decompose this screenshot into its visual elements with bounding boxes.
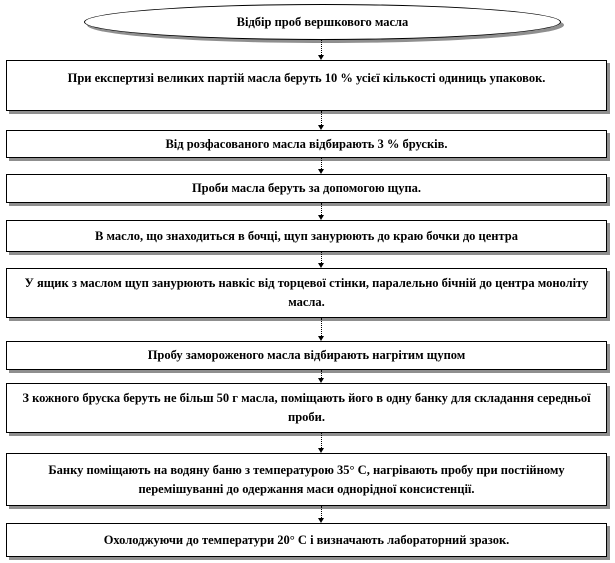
connector-6 xyxy=(321,370,322,378)
title-ellipse xyxy=(84,4,561,40)
step-2-text: Від розфасованого масла відбирають 3 % брусків. xyxy=(165,136,448,151)
connector-8 xyxy=(321,506,322,518)
step-2 xyxy=(6,130,607,158)
connector-5 xyxy=(321,318,322,336)
step-7 xyxy=(6,383,607,433)
connector-7 xyxy=(321,433,322,448)
step-1-text: При експертизі великих партій масла беруть 10 % усієї кількості одиниць упаковок. xyxy=(67,71,546,85)
step-1 xyxy=(6,60,607,111)
step-8-text: Банку поміщають на водяну баню з температурою 35° С, нагрівають пробу при постійному перемішуванні до одержання маси однорідної консистенції. xyxy=(48,462,565,496)
step-6-text: Пробу замороженого масла відбирають нагрітим щупом xyxy=(147,348,466,362)
connector-1 xyxy=(321,111,322,125)
step-6 xyxy=(6,341,607,370)
connector-4 xyxy=(321,252,322,263)
step-4-text: В масло, що знаходиться в бочці, щуп занурюють до краю бочки до центра xyxy=(95,228,518,243)
step-5-text: У ящик з маслом щуп занурюють навкіс від торцевої стінки, паралельно бічній до центра моноліту масла. xyxy=(24,276,589,309)
step-3 xyxy=(6,174,607,203)
title-text: Відбір проб вершкового масла xyxy=(236,14,409,29)
step-5 xyxy=(6,268,607,318)
step-9-text: Охолоджуючи до температури 20° С і визначають лабораторний зразок. xyxy=(103,532,510,547)
connector-2 xyxy=(321,158,322,169)
step-4 xyxy=(6,220,607,252)
step-3-text: Проби масла беруть за допомогою щупа. xyxy=(191,181,422,195)
connector-0 xyxy=(321,40,322,55)
connector-3 xyxy=(321,203,322,215)
step-8 xyxy=(6,453,607,506)
step-9 xyxy=(6,523,607,557)
step-7-text: З кожного бруска беруть не більш 50 г масла, поміщають його в одну банку для складання середньої проби. xyxy=(22,391,591,424)
